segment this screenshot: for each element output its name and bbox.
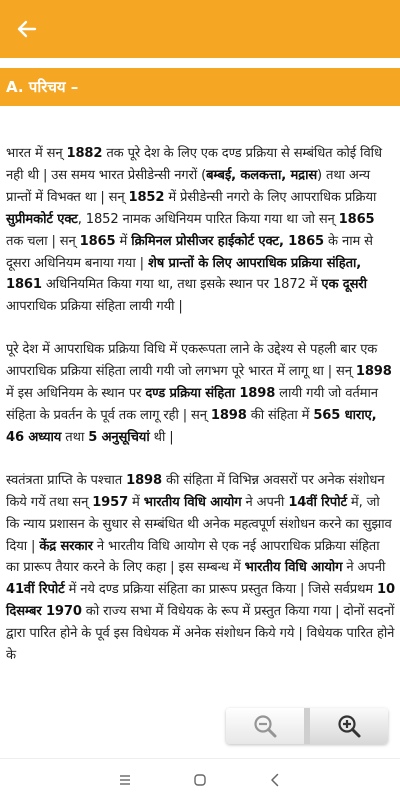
text-run: ) तथा अन्य प्रान्तों में विभक्त था | सन् [6, 167, 370, 205]
text-run: में [128, 494, 144, 510]
back-triangle-icon [267, 772, 283, 788]
text-run: स्वतंत्रता प्राप्ति के पश्चात [6, 472, 127, 488]
text-run: , 1852 नामक अधिनियम पारित किया गया था जो सन् [77, 211, 339, 227]
text-run: में, जो कि न्याय प्रशासन के सुधार से सम्बंधित थी अनेक महत्वपूर्ण संशोधन करने का सुझाव दिया | [6, 494, 392, 554]
system-nav-bar [0, 758, 400, 800]
recent-apps-button[interactable] [110, 765, 140, 795]
recent-apps-icon [117, 772, 133, 788]
zoom-in-icon [336, 713, 362, 739]
text-run: में नये दण्ड प्रक्रिया संहिता का प्रारूप प्रस्तुत किया | जिसे सर्वप्रथम [64, 582, 377, 598]
bold-text: 565 धाराए, 46 अध्याय [6, 407, 377, 445]
text-run: पूरे देश में आपराधिक प्रक्रिया विधि में एकरूपता लाने के उद्देश्य से पहली बार एक आपराधिक प्रक्रिया संहिता लायी गयी जो लगभग पूरे भारत में लागू था | सन् [6, 342, 378, 380]
bold-text: 1865 [338, 211, 375, 227]
section-header [0, 68, 400, 106]
bold-text: 1898 [126, 472, 162, 488]
bold-text: 10 दिसम्बर 1970 [6, 582, 395, 620]
text-run: तक चला | सन् [6, 233, 80, 249]
paragraph [6, 143, 395, 318]
bold-text: दण्ड प्रक्रिया संहिता 1898 [145, 386, 276, 402]
zoom-out-button[interactable] [226, 708, 304, 744]
text-run: अधिनियमित किया गया था, तथा इसके स्थान पर 1872 में [41, 277, 322, 293]
text-run: लायी गयी जो वर्तमान संहिता के प्रवर्तन के पूर्व तक लागू रही | सन् [6, 386, 378, 423]
bold-text: केंद्र सरकार [39, 538, 93, 554]
bold-text: 5 अनुसूचियां [88, 429, 150, 445]
bold-text: भारतीय विधि आयोग [143, 494, 242, 510]
text-run: की संहिता में विभिन्न अवसरों पर अनेक संशोधन किये गयें तथा सन् [6, 472, 385, 510]
bold-text: 1865 [79, 233, 116, 249]
text-run: तथा [61, 429, 89, 445]
bold-text: क्रिमिनल प्रोसीजर हाईकोर्ट एक्ट, 1865 [131, 233, 325, 249]
home-button[interactable] [185, 765, 215, 795]
bold-text: बम्बई, कलकत्ता, मद्रास [206, 167, 318, 183]
paragraph [6, 470, 395, 667]
text-run: तक पूरे देश के लिए एक दण्ड प्रक्रिया से सम्बंधित कोई विधि नही थी | उस समय भारत प्रेसीडेन्सी नगरों ( [6, 146, 382, 183]
text-run: में [115, 233, 132, 249]
text-run: ने भारतीय विधि आयोग से एक नई आपराधिक प्रक्रिया संहिता का प्रारूप तैयार करने के लिए कहा | इस सम्बन्ध में [6, 538, 380, 576]
app-bar [0, 0, 400, 58]
bold-text: भारतीय विधि आयोग [244, 560, 343, 576]
text-run: के नाम से दूसरा अधिनियम बनाया गया | [6, 233, 373, 271]
text-run: में प्रेसीडेन्सी नगरो के लिए आपराधिक प्रक्रिया [164, 189, 377, 205]
bold-text: 1957 [92, 494, 129, 510]
section-title: A. परिचय – [6, 78, 79, 96]
text-run: की संहिता में [246, 407, 314, 423]
bold-text: 1882 [66, 146, 103, 161]
article-body[interactable] [0, 106, 400, 758]
text-run: भारत में सन् [6, 146, 67, 161]
zoom-in-button[interactable] [310, 708, 388, 744]
text-run: को राज्य सभा में विधेयक के रूप में प्रस्तुत किया गया | दोनों सदनों द्वारा पारित होने के पूर्व इस विधेयक में अनेक संशोधन किये गये | विधेयक पारित होने के [6, 604, 395, 664]
system-back-button[interactable] [260, 765, 290, 795]
text-run: ने अपनी [342, 560, 386, 576]
paragraph [6, 339, 395, 449]
bold-text: 14वीं रिपोर्ट [288, 494, 347, 510]
bold-text: 41वीं रिपोर्ट [6, 582, 65, 598]
bold-text: शेष प्रान्तों के लिए आपराधिक प्रक्रिया संहिता, 1861 [6, 255, 362, 293]
bold-text: सुप्रीमकोर्ट एक्ट [6, 211, 78, 227]
zoom-controls [226, 708, 388, 744]
back-button[interactable] [12, 14, 42, 44]
home-icon [192, 772, 208, 788]
text-run: थी | [149, 429, 174, 445]
text-run: ने अपनी [241, 494, 289, 510]
zoom-out-icon [252, 713, 278, 739]
bold-text: 1898 [210, 407, 247, 423]
text-run: में इस अधिनियम के स्थान पर [6, 386, 146, 402]
bold-text: 1898 [355, 364, 392, 380]
bold-text: 1852 [128, 189, 165, 205]
arrow-left-icon [17, 19, 37, 39]
bold-text: एक दूसरी [321, 277, 367, 293]
text-run: आपराधिक प्रक्रिया संहिता लायी गयी | [6, 299, 183, 315]
